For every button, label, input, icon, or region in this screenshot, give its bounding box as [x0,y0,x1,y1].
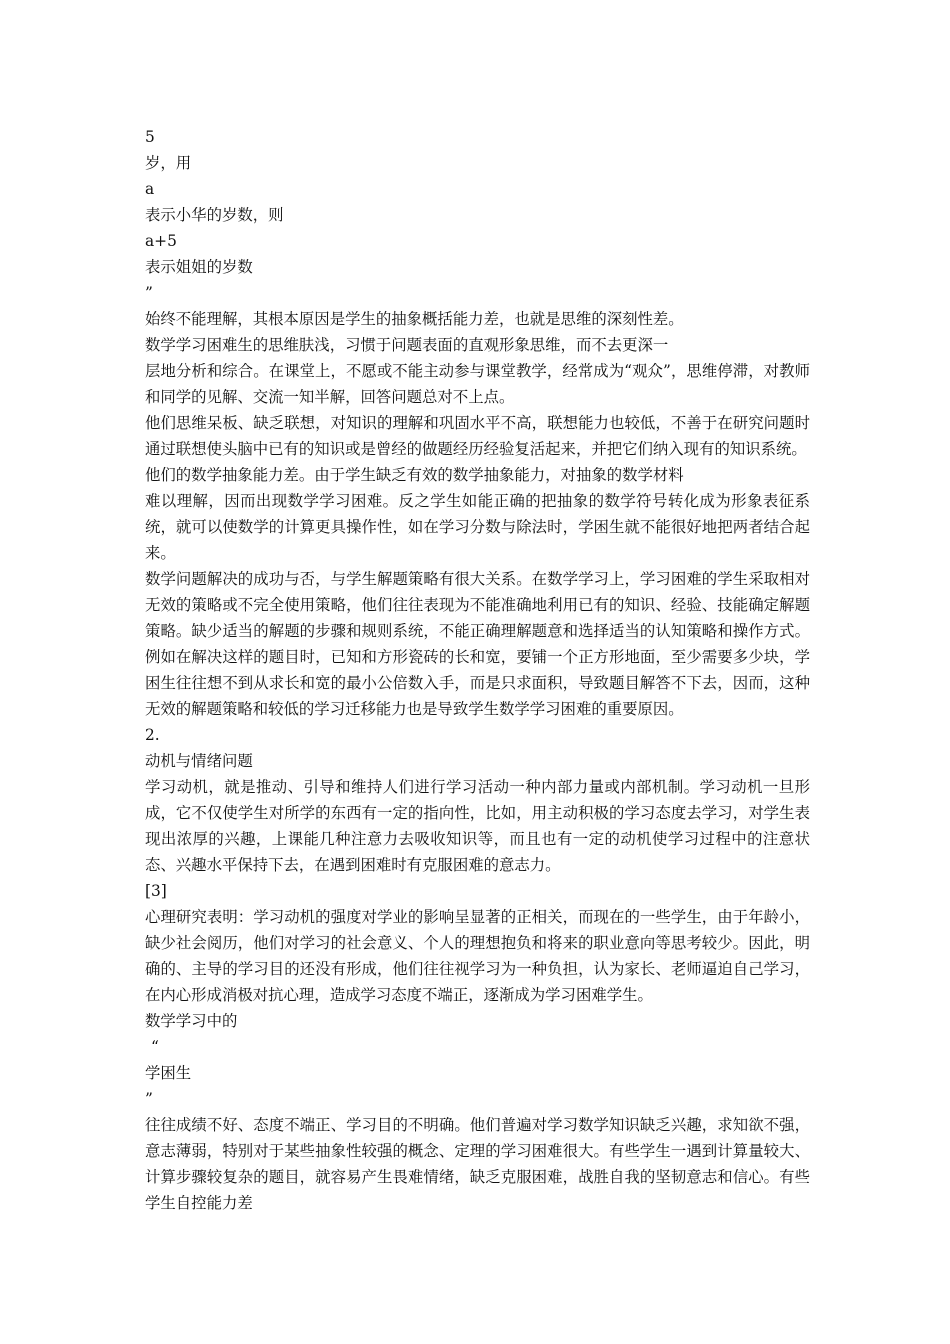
paragraph-problem-strategy: 数学问题解决的成功与否，与学生解题策略有很大关系。在数学学习上，学习困难的学生采取相对无效的策略或不完全使用策略，他们往往表现为不能准确地利用已有的知识、经验、技能确定解题策略。缺少适当的解题的步骤和规则系统，不能正确理解题意和选择适当的认知策略和操作方式。例如在解决这样的题目时，已知和方形瓷砖的长和宽，要铺一个正方形地面，至少需要多少块，学困生往往想不到从求长和宽的最小公倍数入手，而是只求面积，导致题目解答不下去，因而，这种无效的解题策略和较低的学习迁移能力也是导致学生数学学习困难的重要原因。 [145,570,810,718]
fragment-open-quote: “ [151,1038,159,1056]
paragraph-motivation-definition: 学习动机，就是推动、引导和维持人们进行学习活动一种内部力量或内部机制。学习动机一旦形成，它不仅使学生对所学的东西有一定的指向性，比如，用主动积极的学习态度去学习，对学生表现出浓厚的兴趣，上课能几种注意力去吸收知识等，而且也有一定的动机使学习过程中的注意状态、兴趣水平保持下去，在遇到困难时有克服困难的意志力。 [145,778,810,874]
paragraph-grades-attitude: 往往成绩不好、态度不端正、学习目的不明确。他们普遍对学习数学知识缺乏兴趣，求知欲不强，意志薄弱，特别对于某些抽象性较强的概念、定理的学习困难很大。有些学生一遇到计算量较大、计算步骤较复杂的题目，就容易产生畏难情绪，缺乏克服困难，战胜自我的坚韧意志和信心。有些学生自控能力差 [145,1116,810,1212]
paragraph-classroom-behavior: 层地分析和综合。在课堂上，不愿或不能主动参与课堂教学，经常成为“观众”，思维停滞，对教师和同学的见解、交流一知半解，回答问题总对不上点。 [145,362,810,406]
document-body [145,124,810,1216]
fragment-a-plus-5: a+5 [145,232,177,250]
section-heading-motivation: 动机与情绪问题 [145,752,253,770]
fragment-struggling-student: 学困生 [145,1064,192,1082]
fragment-close-quote-2: ” [145,1090,153,1108]
fragment-age-use: 岁，用 [145,154,192,172]
paragraph-abstraction-ability: 他们的数学抽象能力差。由于学生缺乏有效的数学抽象能力，对抽象的数学材料 [145,466,684,484]
paragraph-abstraction-cause: 始终不能理解，其根本原因是学生的抽象概括能力差，也就是思维的深刻性差。 [145,310,684,328]
fragment-xiaohua-age: 表示小华的岁数，则 [145,206,284,224]
fragment-var-a: a [145,180,155,198]
paragraph-symbol-conversion: 难以理解，因而出现数学学习困难。反之学生如能正确的把抽象的数学符号转化成为形象表征系统，就可以使数学的计算更具操作性，如在学习分数与除法时，学困生就不能很好地把两者结合起来。 [145,492,810,562]
fragment-sister-age: 表示姐姐的岁数 [145,258,253,276]
paragraph-rigid-thinking: 他们思维呆板、缺乏联想，对知识的理解和巩固水平不高，联想能力也较低，不善于在研究问题时通过联想使头脑中已有的知识或是曾经的做题经历经验复活起来，并把它们纳入现有的知识系统。 [145,414,810,458]
paragraph-shallow-thinking: 数学学习困难生的思维肤浅，习惯于问题表面的直观形象思维，而不去更深一 [145,336,669,354]
citation-3: [3] [145,882,167,900]
fragment-close-quote: ” [145,284,153,302]
fragment-number-5: 5 [145,128,155,146]
fragment-in-math-learning: 数学学习中的 [145,1012,238,1030]
section-number-2: 2. [145,726,160,744]
paragraph-psychology-research: 心理研究表明：学习动机的强度对学业的影响呈显著的正相关，而现在的一些学生，由于年龄小，缺少社会阅历，他们对学习的社会意义、个人的理想抱负和将来的职业意向等思考较少。因此，明确的、主导的学习目的还没有形成，他们往往视学习为一种负担，认为家长、老师逼迫自己学习，在内心形成消极对抗心理，造成学习态度不端正，逐渐成为学习困难学生。 [145,908,810,1004]
